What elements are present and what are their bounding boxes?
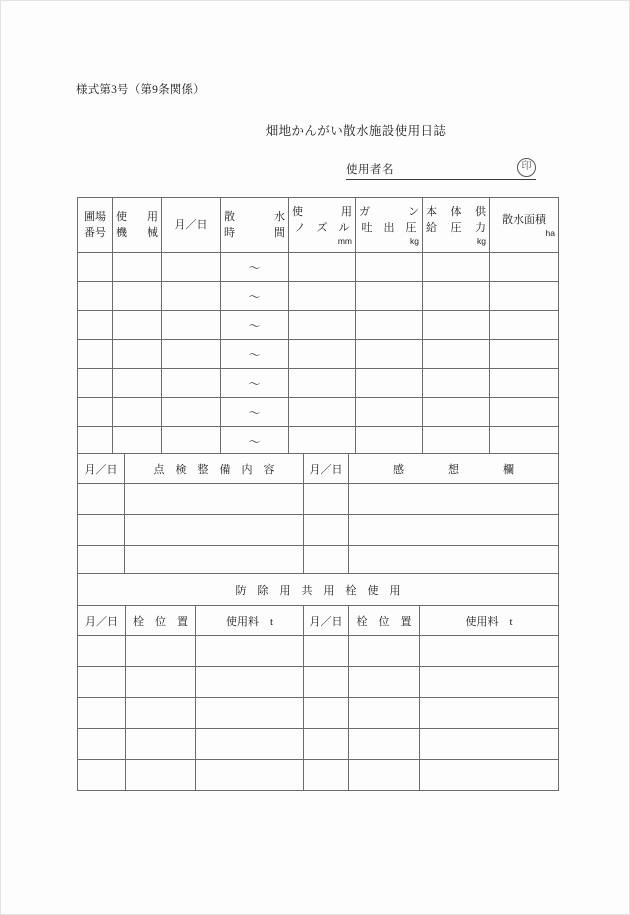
- cell-nozzle[interactable]: [289, 369, 356, 398]
- header-hydrant-date-left: 月／日: [78, 606, 126, 636]
- header-hydrant-amount-right: 使用料 t: [420, 606, 559, 636]
- cell-watering-time[interactable]: [221, 282, 289, 311]
- cell-field-number[interactable]: [78, 311, 113, 340]
- cell-hydrant-amount-right[interactable]: [420, 636, 559, 667]
- cell-watering-area[interactable]: [490, 369, 559, 398]
- cell-watering-time[interactable]: [221, 311, 289, 340]
- table-row: [78, 546, 559, 577]
- time-range-separator: 〜: [248, 405, 261, 420]
- cell-nozzle[interactable]: [289, 398, 356, 427]
- table-row: [78, 667, 559, 698]
- shared-hydrant-band-title: 防 除 用 共 用 栓 使 用: [78, 574, 559, 606]
- cell-inspection-date-left[interactable]: [78, 515, 125, 546]
- time-range-separator: 〜: [248, 260, 261, 275]
- cell-gun-pressure[interactable]: [356, 253, 423, 282]
- cell-hydrant-position-right[interactable]: [349, 636, 420, 667]
- cell-field-number[interactable]: [78, 282, 113, 311]
- cell-nozzle[interactable]: [289, 253, 356, 282]
- cell-hydrant-position-right[interactable]: [349, 729, 420, 760]
- cell-hydrant-position-right[interactable]: [349, 760, 420, 791]
- cell-nozzle[interactable]: [289, 340, 356, 369]
- table-row: [78, 340, 559, 369]
- cell-date[interactable]: [162, 369, 221, 398]
- user-name-label: 使用者名: [346, 164, 394, 176]
- cell-watering-time[interactable]: [221, 427, 289, 456]
- cell-machine[interactable]: [113, 253, 162, 282]
- cell-date[interactable]: [162, 340, 221, 369]
- table-row: [78, 515, 559, 546]
- cell-watering-time[interactable]: [221, 340, 289, 369]
- cell-inspection-date-right[interactable]: [304, 484, 349, 515]
- cell-hydrant-amount-left[interactable]: [196, 729, 304, 760]
- header-field-number: 圃場 番号: [78, 198, 113, 253]
- time-range-separator: 〜: [248, 289, 261, 304]
- header-hydrant-date-right: 月／日: [304, 606, 349, 636]
- cell-inspection-content[interactable]: [125, 546, 304, 577]
- cell-hydrant-position-left[interactable]: [126, 636, 196, 667]
- cell-inspection-date-right[interactable]: [304, 515, 349, 546]
- usage-log-body: [78, 253, 559, 456]
- cell-hydrant-position-left[interactable]: [126, 729, 196, 760]
- cell-inspection-date-left[interactable]: [78, 546, 125, 577]
- time-range-separator: 〜: [248, 347, 261, 362]
- cell-field-number[interactable]: [78, 340, 113, 369]
- cell-watering-area[interactable]: [490, 398, 559, 427]
- table-row: [78, 729, 559, 760]
- cell-field-number[interactable]: [78, 253, 113, 282]
- header-inspection-content: 点 検 整 備 内 容: [125, 454, 304, 484]
- cell-hydrant-amount-left[interactable]: [196, 667, 304, 698]
- cell-inspection-date-left[interactable]: [78, 484, 125, 515]
- table-header-row: [78, 454, 559, 484]
- cell-watering-time[interactable]: [221, 398, 289, 427]
- cell-machine[interactable]: [113, 427, 162, 456]
- usage-log-table: [77, 197, 559, 456]
- cell-date[interactable]: [162, 311, 221, 340]
- cell-hydrant-date-right[interactable]: [304, 760, 349, 791]
- cell-machine[interactable]: [113, 311, 162, 340]
- cell-body-pressure[interactable]: [423, 253, 490, 282]
- cell-hydrant-amount-right[interactable]: [420, 698, 559, 729]
- header-hydrant-amount-left: 使用料 t: [196, 606, 304, 636]
- cell-hydrant-date-left[interactable]: [78, 667, 126, 698]
- cell-hydrant-date-left[interactable]: [78, 636, 126, 667]
- time-range-separator: 〜: [248, 434, 261, 449]
- header-inspection-date-right: 月／日: [304, 454, 349, 484]
- cell-hydrant-position-right[interactable]: [349, 667, 420, 698]
- header-watering-area: 散水面積 ha: [490, 198, 559, 253]
- cell-watering-time[interactable]: [221, 369, 289, 398]
- cell-body-pressure[interactable]: [423, 398, 490, 427]
- cell-gun-pressure[interactable]: [356, 311, 423, 340]
- cell-nozzle[interactable]: [289, 427, 356, 456]
- cell-hydrant-amount-left[interactable]: [196, 698, 304, 729]
- header-comments: 感 想 欄: [349, 454, 559, 484]
- cell-hydrant-position-left[interactable]: [126, 698, 196, 729]
- table-row: [78, 760, 559, 791]
- table-header-row: [78, 606, 559, 636]
- table-row: [78, 282, 559, 311]
- cell-hydrant-date-left[interactable]: [78, 698, 126, 729]
- cell-gun-pressure[interactable]: [356, 398, 423, 427]
- cell-watering-area[interactable]: [490, 253, 559, 282]
- cell-hydrant-position-left[interactable]: [126, 760, 196, 791]
- table-row: [78, 398, 559, 427]
- cell-field-number[interactable]: [78, 427, 113, 456]
- cell-inspection-content[interactable]: [125, 484, 304, 515]
- cell-hydrant-amount-left[interactable]: [196, 760, 304, 791]
- header-inspection-date-left: 月／日: [78, 454, 125, 484]
- header-body-pressure: 本 体 供 給 圧 力 kg: [423, 198, 490, 253]
- time-range-separator: 〜: [248, 318, 261, 333]
- cell-inspection-date-right[interactable]: [304, 546, 349, 577]
- cell-watering-area[interactable]: [490, 282, 559, 311]
- table-header-row: [78, 198, 559, 253]
- header-hydrant-position-left: 栓 位 置: [126, 606, 196, 636]
- cell-watering-time[interactable]: [221, 253, 289, 282]
- cell-hydrant-amount-right[interactable]: [420, 667, 559, 698]
- table-row: [78, 636, 559, 667]
- cell-watering-area[interactable]: [490, 427, 559, 456]
- cell-body-pressure[interactable]: [423, 369, 490, 398]
- page-title: 畑地かんがい散水施設使用日誌: [265, 124, 447, 138]
- cell-date[interactable]: [162, 398, 221, 427]
- seal-stamp-icon: 印: [517, 158, 536, 177]
- cell-gun-pressure[interactable]: [356, 427, 423, 456]
- header-gun-pressure: ガ ン 吐 出 圧 kg: [356, 198, 423, 253]
- cell-comments[interactable]: [349, 515, 559, 546]
- cell-hydrant-date-right[interactable]: [304, 667, 349, 698]
- cell-hydrant-date-left[interactable]: [78, 760, 126, 791]
- cell-inspection-content[interactable]: [125, 515, 304, 546]
- cell-hydrant-position-right[interactable]: [349, 698, 420, 729]
- cell-body-pressure[interactable]: [423, 311, 490, 340]
- shared-hydrant-body: [78, 636, 559, 791]
- cell-hydrant-date-right[interactable]: [304, 729, 349, 760]
- cell-gun-pressure[interactable]: [356, 340, 423, 369]
- inspection-body: [78, 484, 559, 577]
- header-machine: 使 用 機 械: [113, 198, 162, 253]
- form-number: 様式第3号（第9条関係）: [76, 84, 205, 96]
- header-hydrant-position-right: 栓 位 置: [349, 606, 420, 636]
- table-row: [78, 427, 559, 456]
- cell-field-number[interactable]: [78, 398, 113, 427]
- cell-date[interactable]: [162, 427, 221, 456]
- cell-hydrant-date-right[interactable]: [304, 698, 349, 729]
- cell-body-pressure[interactable]: [423, 340, 490, 369]
- cell-machine[interactable]: [113, 282, 162, 311]
- table-row: [78, 698, 559, 729]
- cell-body-pressure[interactable]: [423, 282, 490, 311]
- header-date: 月／日: [162, 198, 221, 253]
- cell-machine[interactable]: [113, 340, 162, 369]
- inspection-table: [77, 453, 559, 577]
- cell-nozzle[interactable]: [289, 311, 356, 340]
- table-row: [78, 253, 559, 282]
- cell-hydrant-position-left[interactable]: [126, 667, 196, 698]
- cell-watering-area[interactable]: [490, 340, 559, 369]
- cell-gun-pressure[interactable]: [356, 282, 423, 311]
- cell-comments[interactable]: [349, 546, 559, 577]
- cell-watering-area[interactable]: [490, 311, 559, 340]
- cell-hydrant-amount-right[interactable]: [420, 760, 559, 791]
- time-range-separator: 〜: [248, 376, 261, 391]
- cell-hydrant-date-right[interactable]: [304, 636, 349, 667]
- cell-hydrant-amount-left[interactable]: [196, 636, 304, 667]
- cell-date[interactable]: [162, 282, 221, 311]
- table-row: [78, 311, 559, 340]
- table-row: [78, 369, 559, 398]
- table-row: [78, 484, 559, 515]
- shared-hydrant-table: [77, 573, 559, 791]
- cell-body-pressure[interactable]: [423, 427, 490, 456]
- cell-nozzle[interactable]: [289, 282, 356, 311]
- cell-hydrant-amount-right[interactable]: [420, 729, 559, 760]
- cell-field-number[interactable]: [78, 369, 113, 398]
- cell-date[interactable]: [162, 253, 221, 282]
- cell-machine[interactable]: [113, 398, 162, 427]
- user-name-field[interactable]: [346, 159, 536, 180]
- band-title-row: [78, 574, 559, 606]
- cell-gun-pressure[interactable]: [356, 369, 423, 398]
- cell-machine[interactable]: [113, 369, 162, 398]
- cell-hydrant-date-left[interactable]: [78, 729, 126, 760]
- cell-comments[interactable]: [349, 484, 559, 515]
- header-nozzle: 使 用 ノ ズ ル mm: [289, 198, 356, 253]
- header-watering-time: 散 水 時 間: [221, 198, 289, 253]
